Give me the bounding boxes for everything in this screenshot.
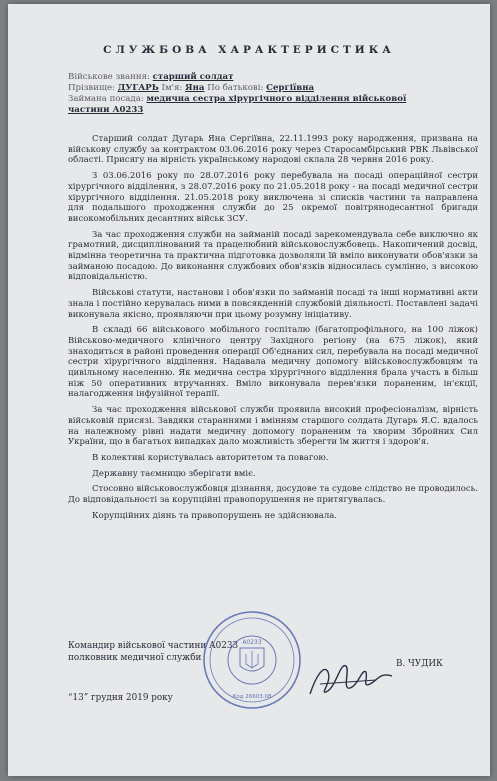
paragraph-hospital: В складі 66 військового мобільного госпіталю (багатопрофільного, на 100 ліжок) Військово-медичного клінічного центру Західного регіону (на 675 ліжок), який знаходиться в районі проведення операції Об'єднаних сил, перебувала на посаді медичної сестри хірургічного відділення. Надавала медичну допомогу військовослужбовцям та цивільному населенню. Як медична сестра хірургічного відділення брала участь в більш ніж 50 оперативних втручаннях. Вміло виконувала перев'язки пораненим, ін'єкції, налагодження інфузійної терапії. [68,325,478,400]
position-value-line1: медична сестра хірургічного відділення військової [146,94,407,104]
paragraph-bio: Старший солдат Дугарь Яна Сергіївна, 22.11.1993 року народження, призвана на військову службу за контрактом 03.06.2016 року через Старосамбірський РВК Львівської області. Присягу на вірність українському народові склала 28 червня 2016 року. [68,134,478,166]
surname-label: Прізвище: [68,83,115,93]
paragraph-corruption: Корупційних діянь та правопорушень не здійснювала. [92,510,337,521]
name-label: Ім'я: [161,83,183,93]
position-value-line2: частини А0233 [68,105,144,115]
position-row [68,94,460,116]
rank-row [68,72,460,83]
paragraph-professionalism: За час проходження військової служби проявила високий професіоналізм, вірність військовій присязі. Завдяки стараннями і вмінням старшого солдата Дугарь Я.С. вдалось на належному рівні надати медичну допомогу пораненим та хворим Збройних Сил України, що в багатьох випадках дало можливість зберегти їм життя і здоров'я. [68,405,478,448]
stamp-center-text: А0233 [242,639,262,646]
rank-value: старший солдат [152,72,234,82]
paragraph-service: З 03.06.2016 року по 28.07.2016 року перебувала на посаді операційної сестри хірургічного відділення, з 28.07.2016 року по 21.05.2018 року - на посаді медичної сестри хірургічного відділення. 21.05.2018 року виключена зі списків частини та направлена для подальшого проходження служби до 25 окремої повітрянодесантної бригади високомобільних десантних військ ЗСУ. [68,171,478,224]
signatory-name: В. ЧУДИК [396,659,443,669]
paragraph-authority: В колективі користувалась авторитетом та повагою. [92,452,329,463]
stamp-bottom-text: Код 26603.08 [232,694,272,700]
position-label: Займана посада: [68,94,144,104]
patronymic-value: Сергіївна [266,83,315,93]
official-stamp [200,608,304,712]
paragraph-regulations: Військові статути, настанови і обов'язки по займаній посаді та інші нормативні акти знала і постійно керувалась ними в повсякденній службовій діяльності. Поставлені задачі виконувала якісно, проявляючи при цьому розумну ініціативу. [68,288,478,320]
signatory-line1: Командир військової частини А0233 [68,641,239,651]
document-title: СЛУЖБОВА ХАРАКТЕРИСТИКА [103,44,395,56]
paragraph-secrecy: Державну таємницю зберігати вміє. [92,468,256,479]
paragraph-investigation: Стосовно військовослужбовця дізнання, досудове та судове слідство не проводилось. До відповідальності за корупційні правопорушення не притягувалась. [68,484,478,506]
surname-value: ДУГАРЬ [117,83,159,93]
signatory-line2: полковник медичної служби [68,653,202,663]
paragraph-qualities: За час проходження служби на займаній посаді зарекомендувала себе виключно як грамотний, дисциплінований та працелюбний військовослужбовець. Накопичений досвід, відмінна теоретична та практична підготовка дозволяли їй вміло виконувати обов'язки за займаною посадою. До виконання службових обов'язків відносилась сумлінно, з високою відповідальністю. [68,229,478,283]
name-row [68,83,460,94]
handwritten-signature [306,654,396,704]
document-date: “13” грудня 2019 року [68,693,173,703]
patronymic-label: По батькові: [207,83,264,93]
rank-label: Військове звання: [68,72,150,82]
name-value: Яна [185,83,205,93]
document-sheet [8,4,490,776]
document-body [68,134,478,527]
